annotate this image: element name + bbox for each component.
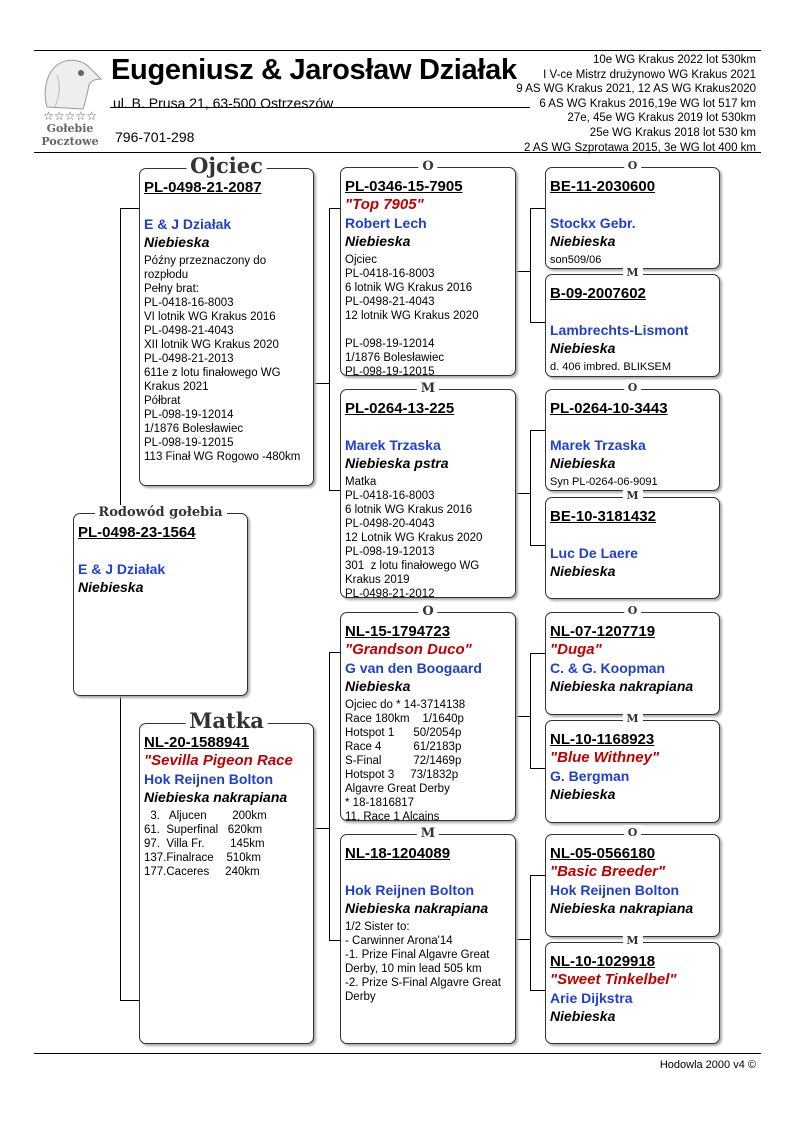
pigeon-name — [550, 526, 715, 544]
pigeon-name — [345, 418, 511, 436]
ring-number: NL-10-1168923 — [550, 731, 655, 748]
box-label: O — [418, 604, 437, 620]
header-top-rule — [34, 50, 761, 51]
ring-number: B-09-2007602 — [550, 285, 646, 302]
logo-text-2: Pocztowe — [41, 135, 99, 148]
pigeon-color: Niebieska nakrapiana — [345, 900, 489, 916]
ring-number: BE-11-2030600 — [550, 178, 656, 195]
connector — [329, 940, 340, 941]
pigeon-head-icon — [37, 55, 103, 110]
pigeon-color: Niebieska nakrapiana — [550, 678, 694, 694]
ring-number: PL-0264-13-225 — [345, 400, 455, 417]
connector — [530, 430, 545, 431]
breeder-name: Lambrechts-Lismont — [550, 322, 689, 338]
box-label: O — [418, 159, 437, 175]
connector — [515, 716, 530, 717]
connector — [530, 322, 545, 323]
pigeon-name — [550, 196, 715, 214]
box-label: Rodowód gołebia — [94, 505, 226, 521]
pedigree-box-mff[interactable] — [545, 604, 720, 715]
breeder-name: Marek Trzaska — [345, 437, 441, 453]
pedigree-box-mmf[interactable] — [545, 826, 720, 937]
pigeon-name — [550, 303, 715, 321]
ring-number: PL-0498-21-2087 — [144, 179, 262, 196]
box-label: O — [624, 380, 642, 396]
pigeon-notes: Ojciec PL-0418-16-8003 6 lotnik WG Krakus 2016 PL-0498-21-4043 12 lotnik WG Krakus 2020 PL-098-19-12014 1/1876 Bolesławiec PL-098-19-12015 — [345, 254, 479, 378]
connector — [530, 430, 531, 545]
pigeon-color: Niebieska — [550, 786, 616, 802]
box-label: Ojciec — [186, 154, 267, 178]
achievement-line: 9 AS WG Krakus 2021, 12 AS WG Krakus2020 — [516, 83, 756, 96]
pigeon-color: Niebieska nakrapiana — [144, 789, 288, 805]
pigeon-name: "Basic Breeder" — [550, 863, 666, 880]
connector — [530, 875, 545, 876]
pedigree-box-mf[interactable] — [340, 604, 516, 823]
logo — [34, 55, 106, 150]
breeder-name: Stockx Gebr. — [550, 215, 636, 231]
box-label: O — [624, 825, 642, 841]
breeder-name: Arie Dijkstra — [550, 990, 633, 1006]
pedigree-box-fmm[interactable] — [545, 489, 720, 599]
ring-number: NL-07-1207719 — [550, 623, 656, 640]
connector — [313, 828, 329, 829]
pigeon-notes: 3. Aljucen 200km 61. Superfinal 620km 97. Villa Fr. 145km 137.Finalrace 510km 177.Caceres 240km — [144, 810, 267, 878]
ring-number: PL-0498-23-1564 — [78, 524, 196, 541]
breeder-name: Hok Reijnen Bolton — [550, 882, 680, 898]
pigeon-name: "Sevilla Pigeon Race — [144, 752, 293, 769]
connector — [515, 271, 530, 272]
achievement-line: 10e WG Krakus 2022 lot 530km — [593, 54, 756, 66]
pigeon-name: "Top 7905" — [345, 196, 424, 213]
pigeon-notes: son509/06 — [550, 254, 602, 266]
pigeon-name — [78, 542, 243, 560]
box-label: Matka — [185, 709, 268, 733]
box-label: M — [622, 265, 642, 281]
pigeon-color: Niebieska — [144, 234, 210, 250]
pigeon-color: Niebieska — [550, 340, 616, 356]
pigeon-color: Niebieska — [345, 678, 411, 694]
pigeon-color: Niebieska — [550, 455, 616, 471]
box-label: O — [624, 158, 642, 174]
ring-number: NL-15-1794723 — [345, 623, 451, 640]
breeder-name: G. Bergman — [550, 768, 630, 784]
pigeon-color: Niebieska — [550, 563, 616, 579]
pedigree-box-ffm[interactable] — [545, 266, 720, 377]
pedigree-box-fm[interactable] — [340, 381, 516, 600]
pigeon-color: Niebieska — [345, 233, 411, 249]
box-label: O — [624, 603, 642, 619]
breeder-name: Marek Trzaska — [550, 437, 646, 453]
connector — [530, 653, 531, 768]
box-label: M — [417, 381, 439, 397]
pedigree-box-mfm[interactable] — [545, 712, 720, 823]
connector — [530, 208, 545, 209]
pedigree-box-fmf[interactable] — [545, 381, 720, 491]
footer-rule — [34, 1053, 761, 1054]
pigeon-notes: Późny przeznaczony do rozpłodu Pełny brat: PL-0418-16-8003 VI lotnik WG Krakus 2016 PL-0498-21-4043 XII lotnik WG Krakus 2020 PL-0498-21-2013 611e z lotu finałowego WG Krakus 2021 Półbrat PL-098-19-12014 1/1876 Bolesławiec PL-098-19-12015 113 Finał WG Rogowo -480km — [144, 255, 301, 463]
breeder-name: Luc De Laere — [550, 545, 638, 561]
ring-number: NL-20-1588941 — [144, 734, 250, 751]
connector — [530, 208, 531, 322]
connector — [329, 208, 340, 209]
connector — [329, 208, 330, 490]
pigeon-name: "Blue Withney" — [550, 749, 660, 766]
pigeon-name: "Sweet Tinkelbel" — [550, 971, 677, 988]
breeder-name: Hok Reijnen Bolton — [345, 882, 475, 898]
achievement-line: 2 AS WG Szprotawa 2015, 3e WG lot 400 km — [523, 141, 756, 154]
ring-number: PL-0264-10-3443 — [550, 400, 668, 417]
connector — [530, 653, 545, 654]
ring-number: BE-10-3181432 — [550, 508, 656, 525]
pedigree-box-mm[interactable] — [340, 826, 516, 1044]
connector — [530, 545, 545, 546]
pigeon-notes: Syn PL-0264-06-9091 — [550, 476, 658, 488]
box-label: M — [622, 711, 642, 727]
pigeon-color: Niebieska pstra — [345, 455, 449, 471]
connector — [120, 208, 139, 209]
pedigree-box-ff[interactable] — [340, 159, 516, 378]
breeder-name: C. & G. Koopman — [550, 660, 666, 676]
breeder-address: ul. B. Prusa 21, 63-500 Ostrzeszów — [113, 95, 334, 111]
connector — [329, 652, 330, 940]
breeder-phone: 796-701-298 — [115, 129, 195, 145]
pigeon-color: Niebieska — [550, 233, 616, 249]
pigeon-name — [144, 197, 309, 215]
pigeon-name: "Duga" — [550, 641, 602, 658]
achievement-line: 25e WG Krakus 2018 lot 530 km — [589, 126, 756, 139]
pigeon-color: Niebieska nakrapiana — [550, 900, 694, 916]
connector — [515, 493, 530, 494]
pigeon-name — [550, 418, 715, 436]
ring-number: PL-0346-15-7905 — [345, 178, 463, 195]
pigeon-notes: d. 406 imbred. BLIKSEM — [550, 361, 672, 373]
box-label: M — [417, 826, 439, 842]
ring-number: NL-10-1029918 — [550, 953, 656, 970]
breeder-name: E & J Działak — [78, 561, 166, 577]
pedigree-box-mother[interactable] — [139, 708, 314, 1044]
pigeon-name: "Grandson Duco" — [345, 641, 472, 658]
pigeon-name — [345, 863, 511, 881]
breeder-name: Hok Reijnen Bolton — [144, 771, 274, 787]
box-label: M — [622, 933, 642, 949]
ring-number: NL-05-0566180 — [550, 845, 656, 862]
connector — [515, 939, 530, 940]
achievement-line: I V-ce Mistrz drużynowo WG Krakus 2021 — [543, 68, 756, 81]
connector — [530, 768, 545, 769]
pigeon-notes: 1/2 Sister to: - Carwinner Arona'14 -1. Prize Final Algavre Great Derby, 10 min lead 505 km -2. Prize S-Final Algavre Great Derby — [345, 921, 501, 1003]
logo-text-1: Gołebie — [46, 122, 94, 135]
achievements-list — [516, 53, 756, 155]
logo-stars: ☆☆☆☆☆ — [43, 109, 97, 123]
box-label: M — [622, 488, 642, 504]
connector — [120, 1000, 139, 1001]
breeder-name: Robert Lech — [345, 215, 427, 231]
pedigree-box-subject[interactable] — [73, 505, 248, 696]
pigeon-color: Niebieska — [78, 579, 144, 595]
pigeon-notes: Matka PL-0418-16-8003 6 lotnik WG Krakus 2016 PL-0498-20-4043 12 Lotnik WG Krakus 2020 PL-098-19-12013 301 z lotu finałowego WG Krakus 2019 PL-0498-21-2012 — [345, 476, 483, 600]
connector — [530, 875, 531, 990]
achievement-line: 6 AS WG Krakus 2016,19e WG lot 517 km — [539, 97, 756, 110]
breeder-name: E & J Działak — [144, 216, 232, 232]
achievement-line: 27e, 45e WG Krakus 2019 lot 530km — [567, 112, 756, 125]
connector — [313, 383, 329, 384]
connector — [329, 652, 340, 653]
pigeon-color: Niebieska — [550, 1008, 616, 1024]
pedigree-box-fff[interactable] — [545, 159, 720, 269]
pedigree-box-father[interactable] — [139, 153, 314, 486]
breeder-name: G van den Boogaard — [345, 660, 482, 676]
pedigree-box-mmm[interactable] — [545, 934, 720, 1044]
pigeon-notes: Ojciec do * 14-3714138 Race 180km 1/1640p Hotspot 1 50/2054p Race 4 61/2183p S-Final 72/1469p Hotspot 3 73/1832p Algavre Great Derby * 18-1816817 11. Race 1 Alcains — [345, 699, 466, 823]
connector — [530, 990, 545, 991]
footer-text: Hodowla 2000 v4 © — [659, 1059, 756, 1071]
breeder-title: Eugeniusz & Jarosław Działak — [111, 54, 517, 86]
connector — [329, 490, 340, 491]
ring-number: NL-18-1204089 — [345, 845, 451, 862]
